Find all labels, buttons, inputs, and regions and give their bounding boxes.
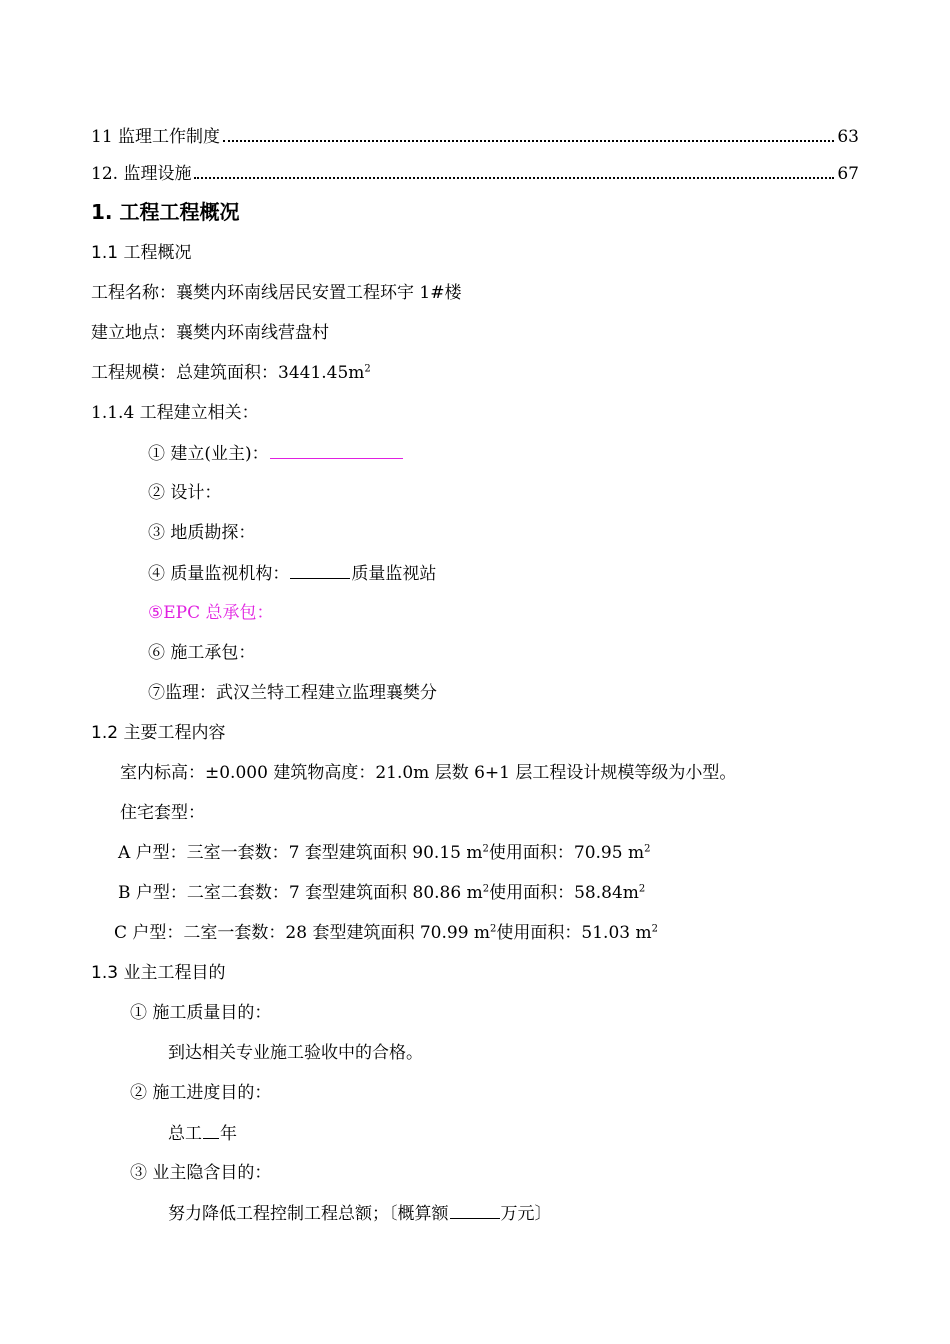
blank-underline	[290, 562, 350, 579]
party-owner	[148, 442, 404, 465]
toc-entry-page: 67	[837, 164, 859, 184]
unit-type-b	[118, 882, 645, 904]
goal-schedule: ② 施工进度目的：	[130, 1083, 272, 1103]
blank-underline	[450, 1202, 500, 1219]
unit-type-text: 使用面积：51.03 m	[496, 923, 652, 943]
building-spec: 室内标高：±0.000 建筑物高度：21.0m 层数 6+1 层工程设计规模等级为小型。	[120, 763, 737, 783]
unit-type-text: B 户型：二室二套数：7 套型建筑面积 80.86 m	[118, 883, 483, 903]
superscript: 2	[490, 923, 497, 935]
project-site: 建立地点：襄樊内环南线营盘村	[91, 323, 329, 343]
project-scale-text: 工程规模：总建筑面积：3441.45m	[91, 363, 365, 383]
goal-text: 总工	[168, 1124, 202, 1144]
party-geology: ③ 地质勘探：	[148, 523, 256, 543]
party-supervisor: ⑦监理：武汉兰特工程建立监理襄樊分	[148, 683, 437, 703]
goal-quality: ① 施工质量目的：	[130, 1003, 272, 1023]
toc-entry[interactable]	[91, 163, 859, 185]
goal-implicit: ③ 业主隐含目的：	[130, 1163, 272, 1183]
toc-entry-page: 63	[837, 127, 859, 147]
subsection-heading: 1.1.4 工程建立相关：	[91, 403, 259, 423]
project-scale	[91, 362, 371, 384]
project-name: 工程名称：襄樊内环南线居民安置工程环宇 1#楼	[91, 283, 462, 303]
goal-implicit-detail	[168, 1202, 552, 1225]
toc-leader-dots	[223, 128, 834, 142]
toc-entry[interactable]	[91, 126, 859, 148]
goal-text: 年	[220, 1124, 237, 1144]
unit-type-c	[114, 922, 658, 944]
superscript: 2	[482, 843, 489, 855]
unit-type-a	[118, 842, 650, 864]
party-label: ④ 质量监视机构：	[148, 564, 290, 584]
subsection-heading: 1.2 主要工程内容	[91, 723, 226, 743]
party-suffix: 质量监视站	[351, 564, 437, 584]
toc-entry-title: 11 监理工作制度	[91, 127, 221, 147]
goal-text: 努力降低工程控制工程总额；〔概算额	[168, 1204, 449, 1224]
toc-entry-title: 12. 监理设施	[91, 164, 192, 184]
goal-schedule-detail	[168, 1122, 237, 1145]
subsection-heading: 1.1 工程概况	[91, 243, 192, 263]
blank-underline	[203, 1122, 219, 1139]
unit-type-text: 使用面积：70.95 m	[488, 843, 645, 863]
unit-type-text: A 户型：三室一套数：7 套型建筑面积 90.15 m	[118, 843, 483, 863]
superscript: 2	[644, 843, 651, 855]
party-supervision-agency	[148, 562, 436, 585]
superscript: 2	[364, 363, 371, 375]
superscript: 2	[651, 923, 658, 935]
superscript: 2	[638, 883, 646, 895]
goal-text: 万元〕	[500, 1204, 552, 1224]
toc-leader-dots	[194, 165, 834, 179]
unit-types-label: 住宅套型：	[120, 803, 205, 823]
goal-quality-detail: 到达相关专业施工验收中的合格。	[168, 1043, 423, 1063]
section-heading: 1. 工程工程概况	[91, 200, 240, 224]
unit-type-text: 使用面积：58.84m	[489, 883, 639, 903]
unit-type-text: C 户型：二室一套数：28 套型建筑面积 70.99 m	[114, 923, 491, 943]
party-design: ② 设计：	[148, 483, 222, 503]
blank-underline	[270, 442, 403, 459]
party-contractor: ⑥ 施工承包：	[148, 643, 256, 663]
party-epc: ⑤EPC 总承包：	[148, 603, 274, 623]
subsection-heading: 1.3 业主工程目的	[91, 963, 226, 983]
superscript: 2	[482, 883, 490, 895]
party-owner-label: ① 建立(业主)：	[148, 444, 269, 464]
